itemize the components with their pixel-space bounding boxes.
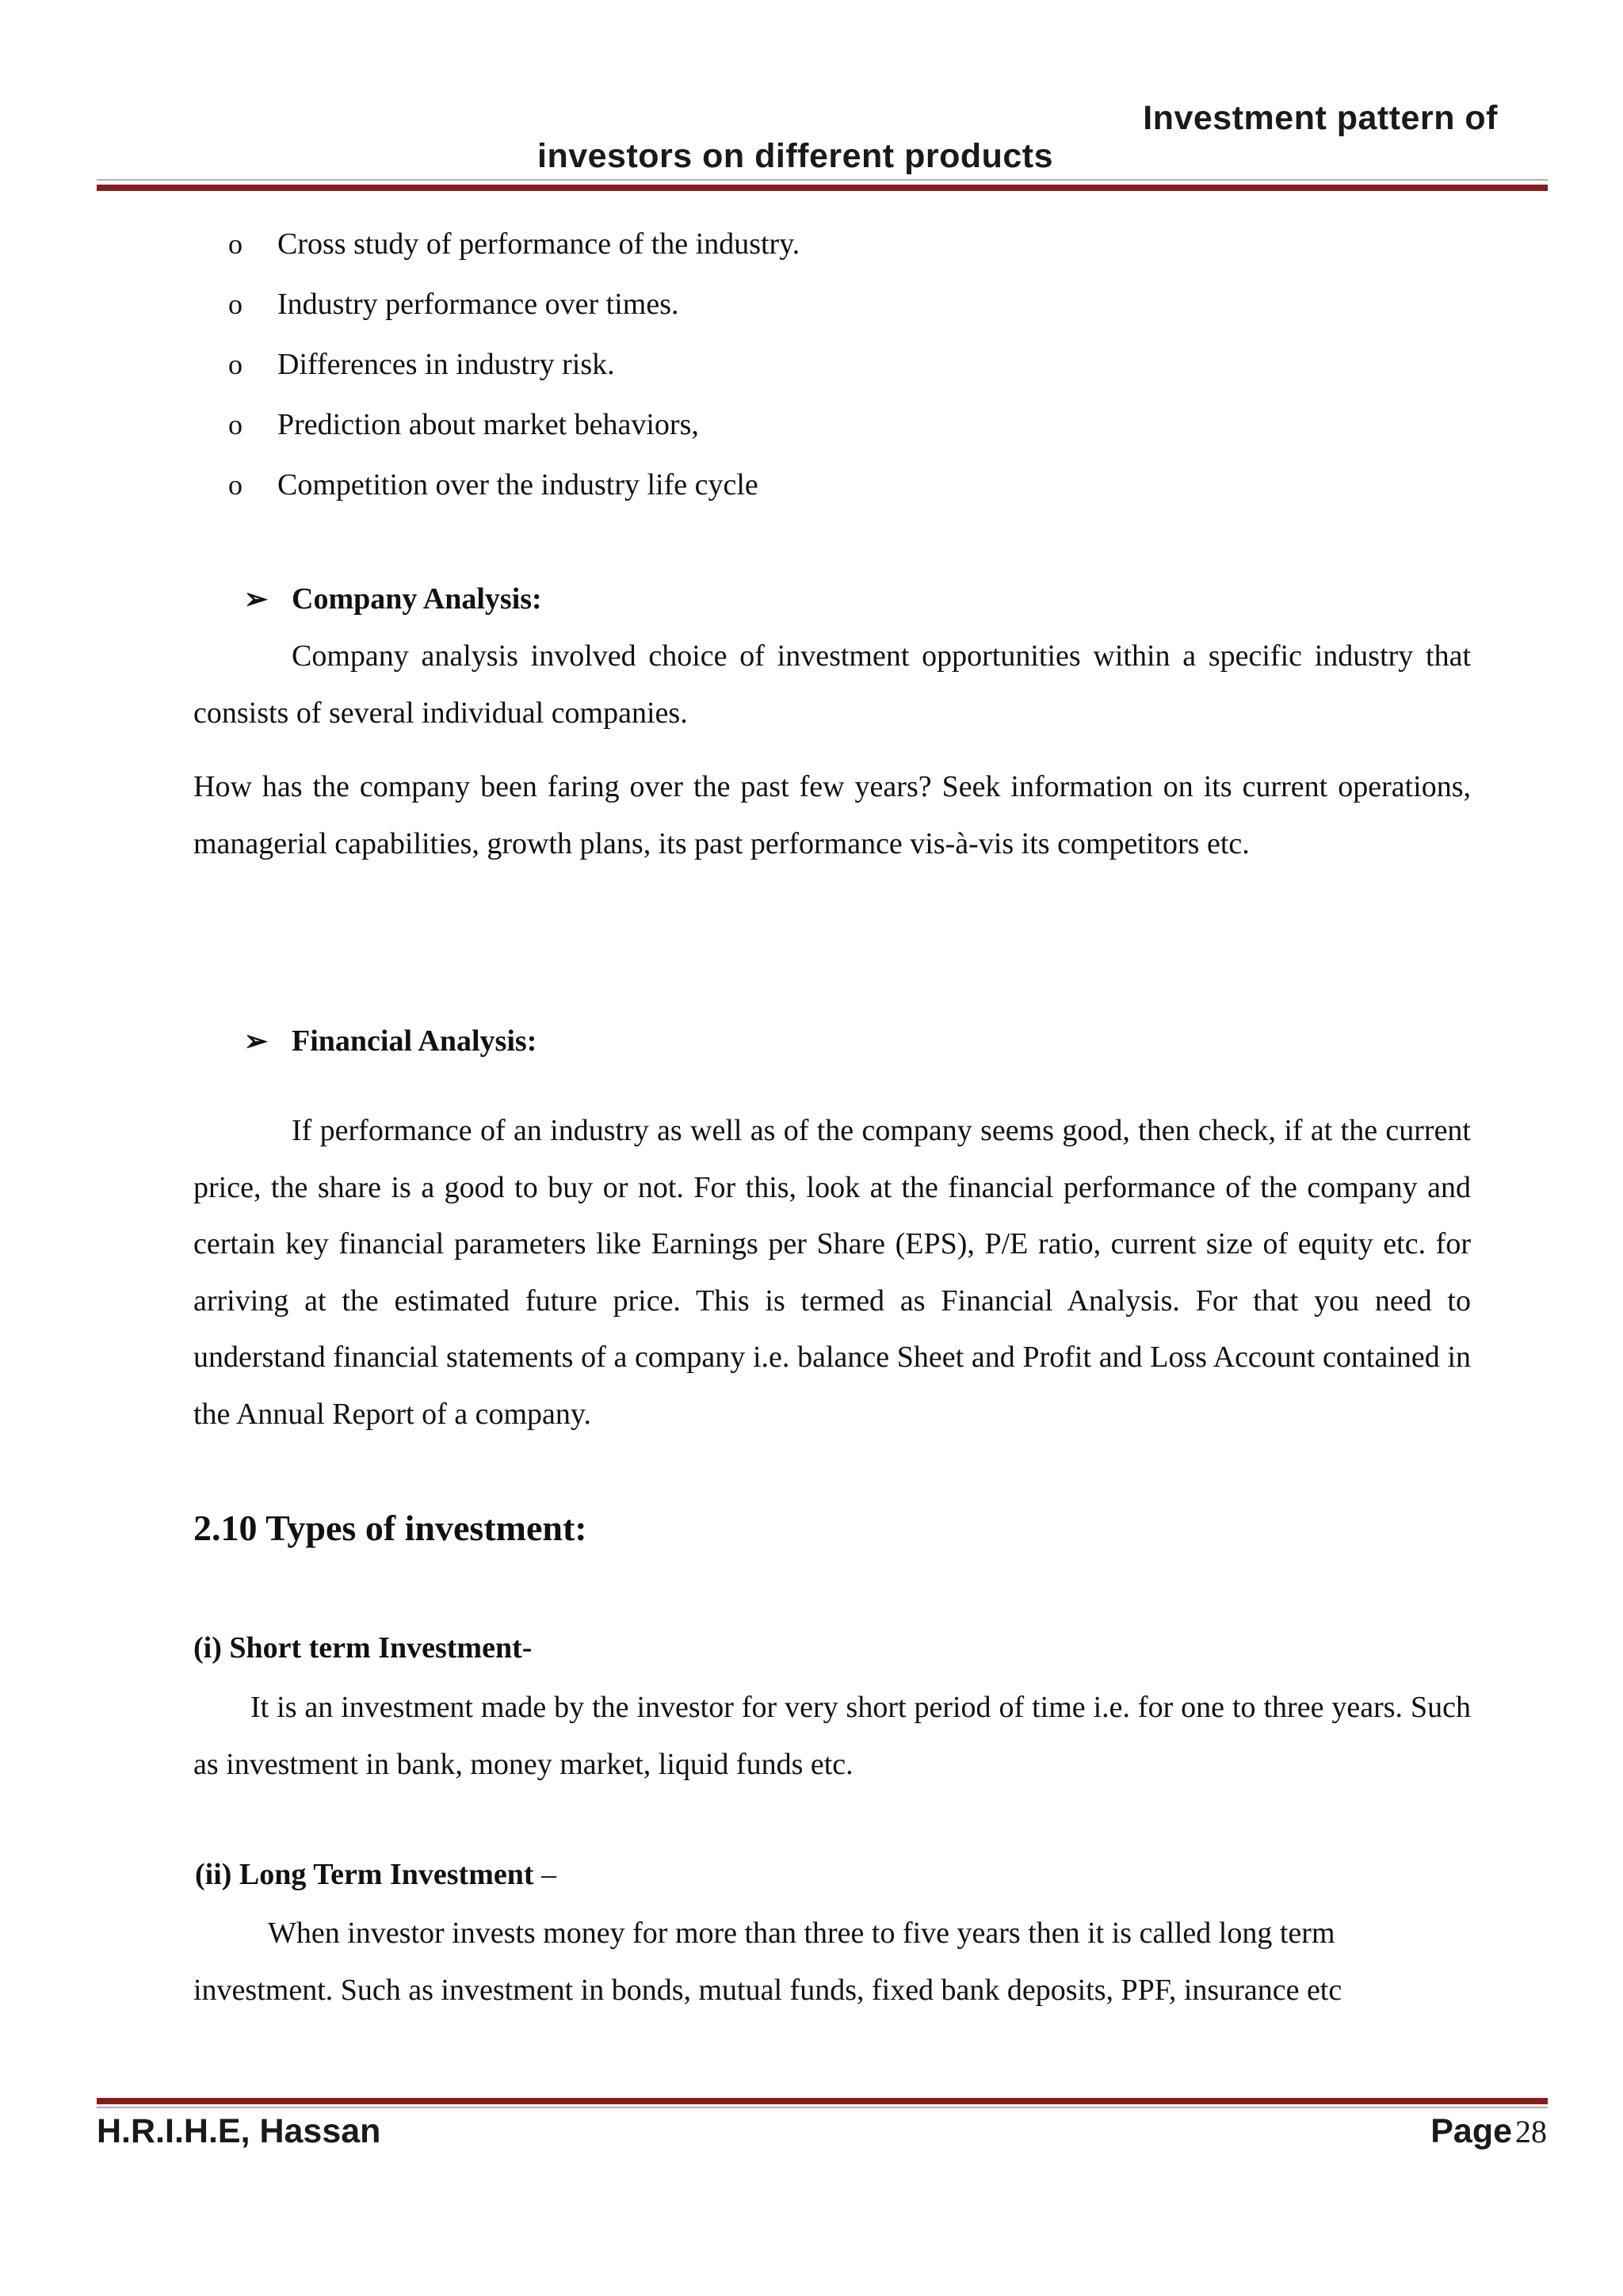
financial-analysis-paragraph: If performance of an industry as well as of the company seems good, then check, if at the current price, the share is a good to buy or not. For this, look at the financial performance of the company and certain key financial parameters like Earnings per Share (EPS), P/E ratio, current size of equity etc. for arriving at the estimated future price. This is termed as Financial Analysis. For that you need to understand financial statements of a company i.e. balance Sheet and Profit and Loss Account contained in the Annual Report of a company. xyxy=(193,1114,1471,1431)
financial-analysis-heading xyxy=(244,1024,537,1058)
company-analysis-heading xyxy=(244,582,542,616)
short-term-investment-heading: (i) Short term Investment- xyxy=(193,1631,533,1665)
footer-page xyxy=(1430,2112,1547,2151)
footer-rule-thick xyxy=(97,2098,1548,2104)
list-item-text: Competition over the industry life cycle xyxy=(277,468,758,502)
arrow-bullet-icon: ➢ xyxy=(244,1025,269,1057)
footer-page-label: Page xyxy=(1430,2112,1512,2150)
long-term-investment-heading xyxy=(195,1857,556,1892)
bullet-marker: o xyxy=(228,349,242,380)
list-item xyxy=(228,339,800,399)
types-of-investment-heading: 2.10 Types of investment: xyxy=(193,1508,587,1548)
bullet-marker: o xyxy=(228,228,242,260)
long-term-investment-heading-text: (ii) Long Term Investment xyxy=(195,1858,534,1891)
footer-institution: H.R.I.H.E, Hassan xyxy=(97,2112,381,2150)
heading-dash: – xyxy=(533,1858,556,1891)
bullet-marker: o xyxy=(228,469,242,501)
footer-page-number: 28 xyxy=(1515,2114,1547,2149)
list-item xyxy=(228,279,800,339)
header-rule-thin xyxy=(97,179,1548,181)
company-analysis-heading-text: Company Analysis: xyxy=(292,582,542,616)
header-rule-thick xyxy=(97,185,1548,191)
list-item-text: Differences in industry risk. xyxy=(277,348,615,381)
company-analysis-paragraph-2: How has the company been faring over the past few years? Seek information on its current operations, managerial capabilities, growth plans, its past performance vis-à-vis its competitors etc. xyxy=(193,770,1471,860)
header-title-line1: Investment pattern of xyxy=(1143,99,1498,137)
long-term-investment-paragraph: When investor invests money for more than three to five years then it is called long term investment. Such as investment in bonds, mutual funds, fixed bank deposits, PPF, insurance etc xyxy=(193,1917,1342,2007)
header-title-line2: investors on different products xyxy=(537,137,1054,175)
financial-analysis-heading-text: Financial Analysis: xyxy=(292,1024,537,1058)
list-item-text: Cross study of performance of the industry. xyxy=(277,227,800,261)
short-term-investment-paragraph: It is an investment made by the investor for very short period of time i.e. for one to three years. Such as investment in bank, money market, liquid funds etc. xyxy=(193,1691,1471,1781)
company-analysis-paragraph-1: Company analysis involved choice of investment opportunities within a specific industry that consists of several individual companies. xyxy=(193,639,1471,730)
list-item xyxy=(228,399,800,460)
bullet-marker: o xyxy=(228,409,242,441)
list-item xyxy=(228,219,800,279)
industry-analysis-bullet-list xyxy=(228,219,800,520)
list-item xyxy=(228,460,800,520)
arrow-bullet-icon: ➢ xyxy=(244,583,269,615)
list-item-text: Industry performance over times. xyxy=(277,288,679,321)
list-item-text: Prediction about market behaviors, xyxy=(277,408,699,441)
bullet-marker: o xyxy=(228,288,242,320)
footer-rule-thin xyxy=(97,2107,1548,2108)
